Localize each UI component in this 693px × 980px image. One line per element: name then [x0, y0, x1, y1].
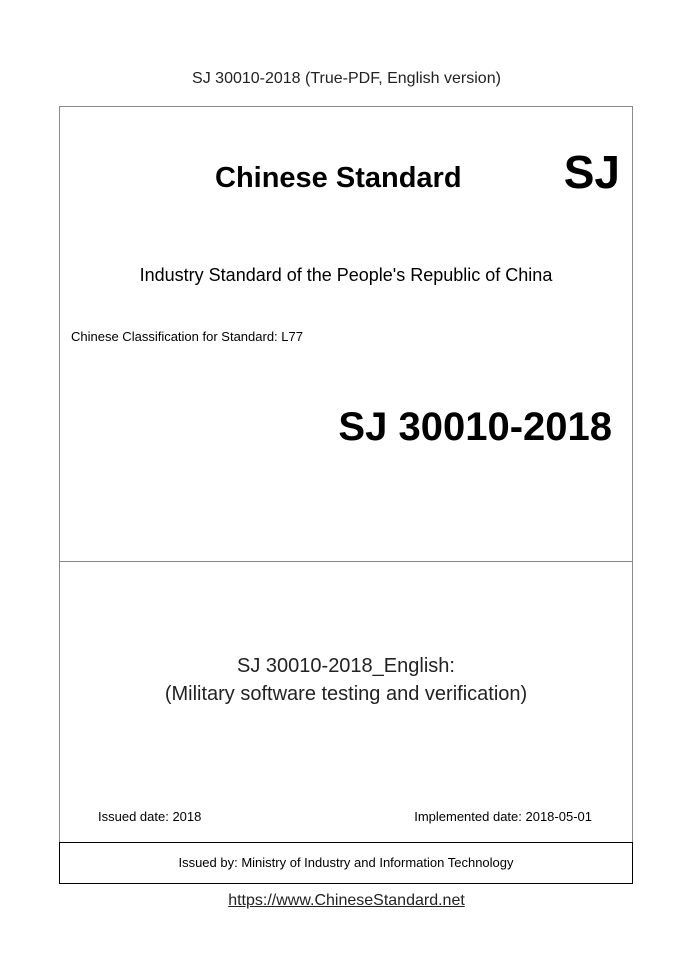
standard-number: SJ 30010-2018 — [338, 405, 612, 449]
english-title-line1: SJ 30010-2018_English: — [237, 655, 455, 677]
document-header: SJ 30010-2018 (True-PDF, English version) — [192, 70, 501, 87]
issuer-box: Issued by: Ministry of Industry and Information Technology — [59, 842, 633, 884]
cover-title: Chinese Standard — [215, 162, 462, 194]
website-link[interactable]: https://www.ChineseStandard.net — [228, 892, 465, 909]
english-title — [60, 652, 632, 708]
classification-label: Chinese Classification for Standard: L77 — [71, 329, 303, 344]
cover-frame — [59, 106, 633, 884]
implemented-date: Implemented date: 2018-05-01 — [414, 809, 592, 824]
issued-date: Issued date: 2018 — [98, 809, 202, 824]
english-title-line2: (Military software testing and verification) — [164, 683, 528, 705]
standard-code: SJ — [563, 146, 620, 198]
cover-top-section — [60, 107, 632, 562]
cover-subtitle: Industry Standard of the People's Republic of China — [139, 265, 553, 285]
